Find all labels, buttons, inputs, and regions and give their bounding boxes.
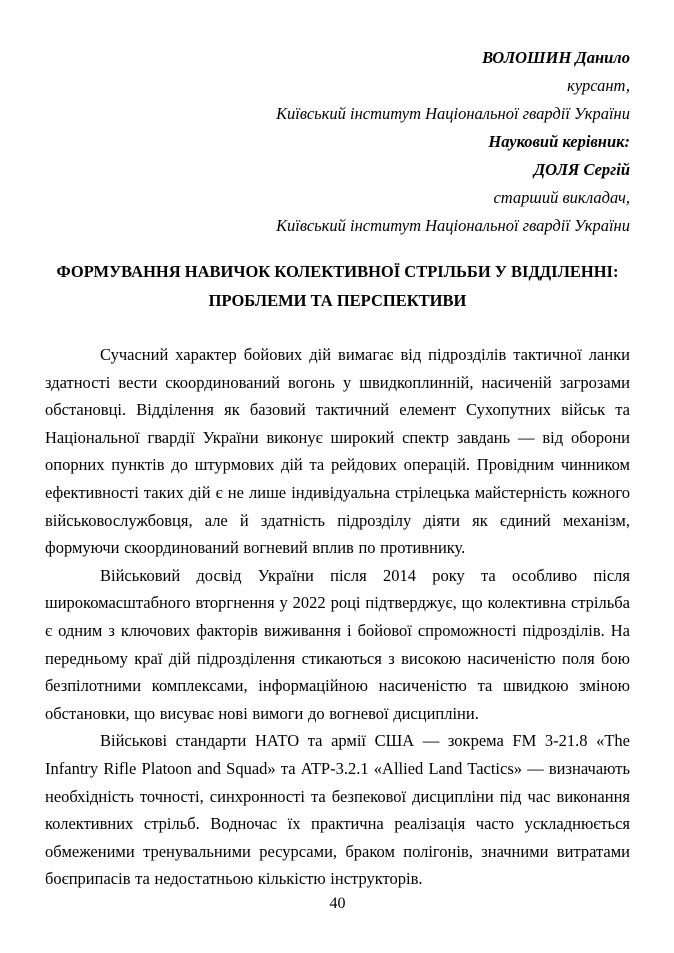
- page-title: ФОРМУВАННЯ НАВИЧОК КОЛЕКТИВНОЇ СТРІЛЬБИ У ВІДДІЛЕННІ: ПРОБЛЕМИ ТА ПЕРСПЕКТИВИ: [56, 262, 619, 310]
- article-body: [45, 341, 630, 893]
- advisor-role: старший викладач,: [493, 188, 630, 207]
- paragraph-2: Військовий досвід України після 2014 року та особливо після широкомасштабного вторгнення у 2022 році підтверджує, що колективна стрільба є одним з ключових факторів виживання і бойової спроможності підрозділів. На передньому краї дій підрозділення стикаються з високою насиченістю поля бою безпілотними комплексами, інформаційною насиченістю та швидкою зміною обстановки, що висуває нові вимоги до вогневої дисципліни.: [45, 565, 630, 723]
- advisor-label: Науковий керівник:: [488, 132, 630, 151]
- author-name: ВОЛОШИН Данило: [482, 48, 630, 67]
- paragraph-3: Військові стандарти НАТО та армії США — зокрема FM 3-21.8 «The Infantry Rifle Platoon and Squad» та ATP-3.2.1 «Allied Land Tactics» — визначають необхідність точності, синхронності та безпекової дисципліни під час виконання колективних стрільб. Водночас їх практична реалізація часто ускладнюється обмеженими тренувальними ресурсами, браком полігонів, значними витратами боєприпасів та недостатньою кількістю інструкторів.: [45, 731, 630, 889]
- advisor-affiliation: Київський інститут Національної гвардії України: [276, 216, 630, 235]
- page-number: 40: [329, 894, 346, 912]
- paragraph-1: Сучасний характер бойових дій вимагає від підрозділів тактичної ланки здатності вести скоординований вогонь у швидкоплинній, насиченій загрозами обстановці. Відділення як базовий тактичний елемент Сухопутних військ та Національної гвардії України виконує широкий спектр завдань — від оборони опорних пунктів до штурмових дій та рейдових операцій. Провідним чинником ефективності таких дій є не лише індивідуальна стрілецька майстерність кожного військовослужбовця, але й здатність підрозділу діяти як єдиний механізм, формуючи скоординований вогневий вплив по противнику.: [45, 345, 630, 558]
- author-affiliation: Київський інститут Національної гвардії України: [276, 104, 630, 123]
- author-block: [45, 44, 630, 240]
- advisor-name: ДОЛЯ Сергій: [533, 160, 630, 179]
- author-role: курсант,: [567, 76, 630, 95]
